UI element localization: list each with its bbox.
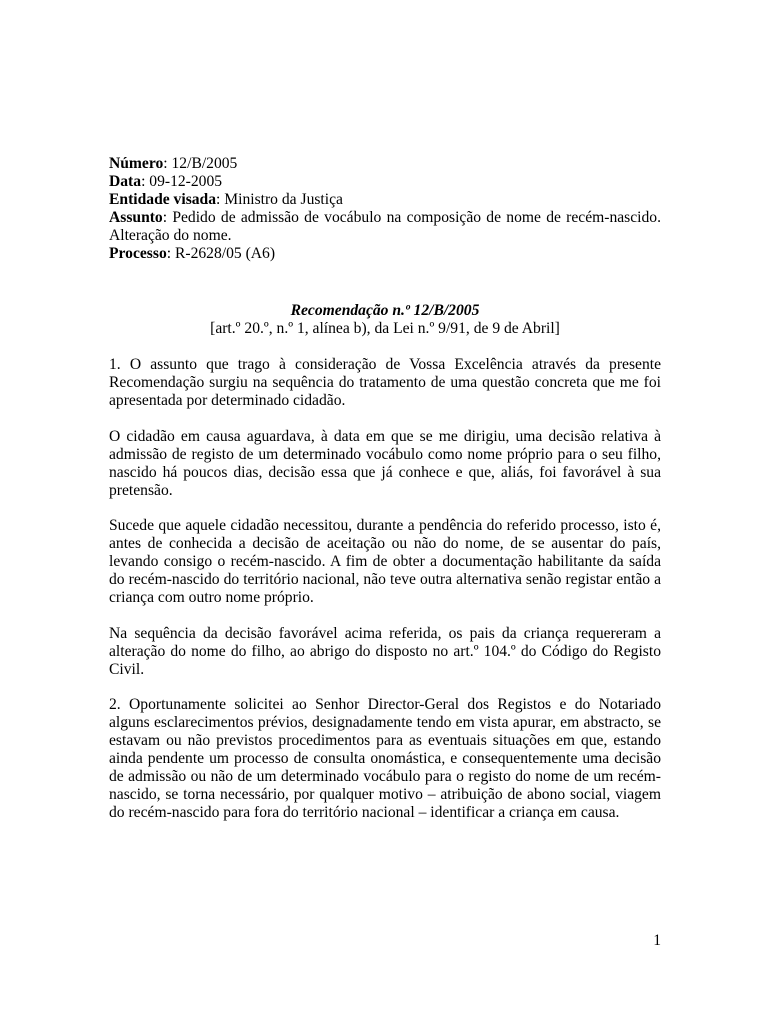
paragraph-2: O cidadão em causa aguardava, à data em que se me dirigiu, uma decisão relativa à admissão de registo de um determinado vocábulo como nome próprio para o seu filho, nascido há poucos dias, decisão essa que já conhece e que, aliás, foi favorável à sua pretensão. xyxy=(109,427,661,499)
paragraph-1: 1. O assunto que trago à consideração de Vossa Excelência através da presente Recomendação surgiu na sequência do tratamento de uma questão concreta que me foi apresentada por determinado cidadão. xyxy=(109,356,661,409)
entidade-label: Entidade visada xyxy=(109,191,217,208)
document-header xyxy=(109,155,661,263)
document-body xyxy=(109,356,661,840)
legal-reference: [art.º 20.º, n.º 1, alínea b), da Lei n.º 9/91, de 9 de Abril] xyxy=(210,320,560,337)
data-value: : 09-12-2005 xyxy=(141,173,223,190)
paragraph-4: Na sequência da decisão favorável acima referida, os pais da criança requereram a alteração do nome do filho, ao abrigo do disposto no art.º 104.º do Código do Registo Civil. xyxy=(109,624,661,678)
processo-label: Processo xyxy=(109,245,167,262)
numero-line xyxy=(109,155,661,173)
entidade-value: : Ministro da Justiça xyxy=(216,191,343,208)
recommendation-title-block xyxy=(109,302,661,338)
entidade-line xyxy=(109,191,661,209)
assunto-value: : Pedido de admissão de vocábulo na composição de nome de recém-nascido. Alteração do nome. xyxy=(109,209,661,244)
paragraph-3: Sucede que aquele cidadão necessitou, durante a pendência do referido processo, isto é, antes de conhecida a decisão de aceitação ou não do nome, de se ausentar do país, levando consigo o recém-nascido. A fim de obter a documentação habilitante da saída do recém-nascido do território nacional, não teve outra alternativa senão registar então a criança com outro nome próprio. xyxy=(109,517,661,606)
page-number: 1 xyxy=(653,932,661,949)
data-line xyxy=(109,173,661,191)
numero-label: Número xyxy=(109,155,164,172)
processo-value: : R-2628/05 (A6) xyxy=(166,245,276,262)
assunto-label: Assunto xyxy=(109,209,163,226)
numero-value: : 12/B/2005 xyxy=(163,155,238,172)
assunto-line xyxy=(109,209,661,245)
paragraph-5: 2. Oportunamente solicitei ao Senhor Director-Geral dos Registos e do Notariado alguns esclarecimentos prévios, designadamente tendo em vista apurar, em abstracto, se estavam ou não previstos procedimentos para as eventuais situações em que, estando ainda pendente um processo de consulta onomástica, e consequentemente uma decisão de admissão ou não de um determinado vocábulo para o registo do nome de um recém-nascido, se torna necessário, por qualquer motivo – atribuição de abono social, viagem do recém-nascido para fora do território nacional – identificar a criança em causa. xyxy=(109,696,661,821)
data-label: Data xyxy=(109,173,142,190)
recommendation-title: Recomendação n.º 12/B/2005 xyxy=(290,302,480,319)
processo-line xyxy=(109,245,661,263)
